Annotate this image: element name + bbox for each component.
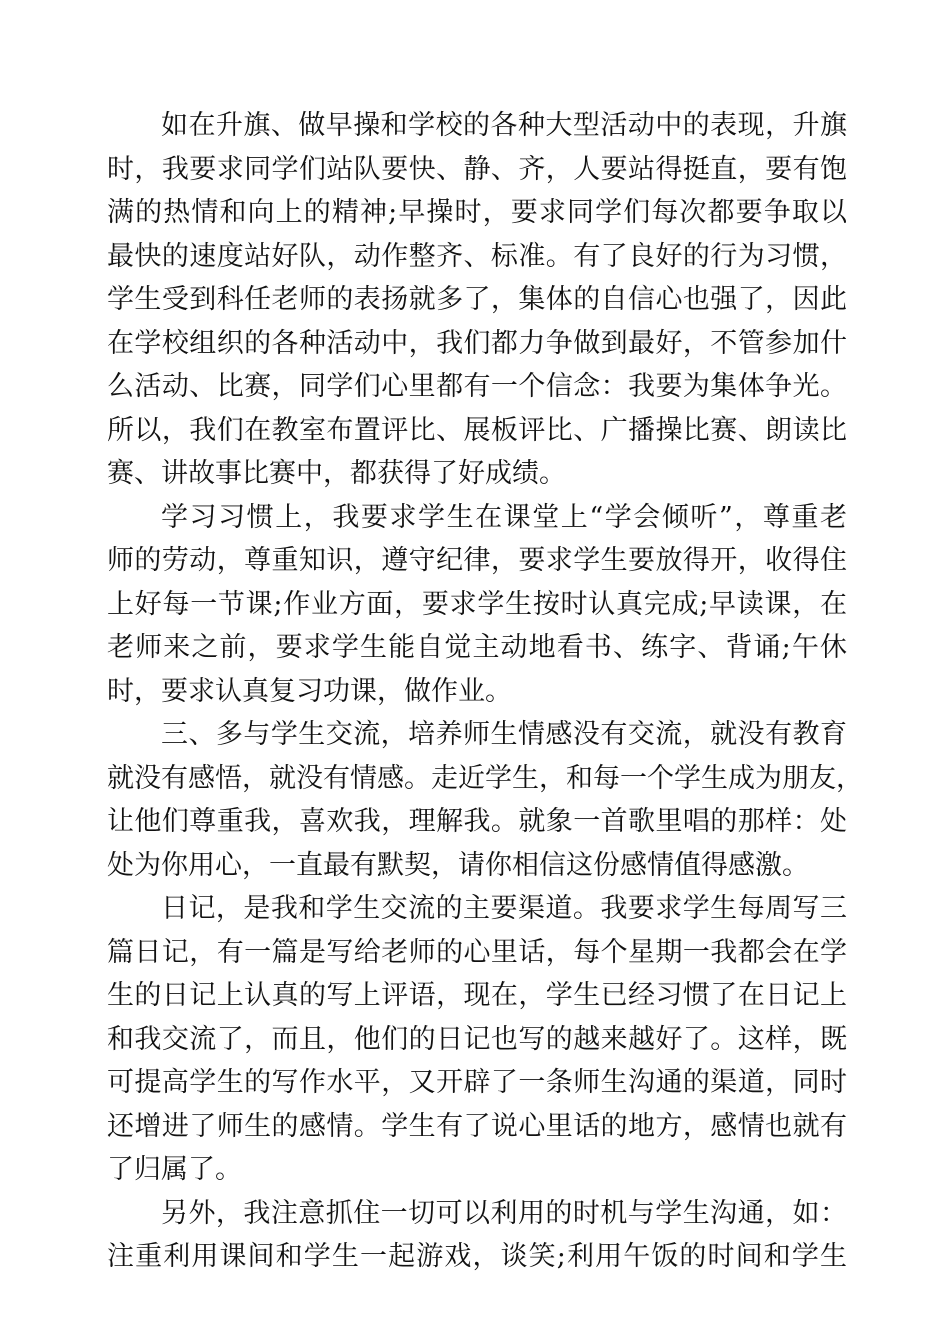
text-line: 生的日记上认真的写上评语，现在，学生已经习惯了在日记上 — [107, 980, 847, 1011]
paragraph — [107, 104, 847, 496]
text-line: 所以，我们在教室布置评比、展板评比、广播操比赛、朗读比 — [107, 414, 847, 446]
text-line: 让他们尊重我，喜欢我，理解我。就象一首歌里唱的那样：处 — [107, 806, 847, 837]
text-line: 处为你用心，一直最有默契，请你相信这份感情值得感激。 — [107, 849, 809, 881]
text-line: 时，要求认真复习功课，做作业。 — [107, 675, 512, 707]
text-line: 最快的速度站好队，动作整齐、标准。有了良好的行为习惯， — [107, 240, 847, 272]
paragraph — [107, 496, 847, 714]
paragraph — [107, 713, 863, 887]
text-line: 可提高学生的写作水平，又开辟了一条师生沟通的渠道，同时 — [107, 1067, 847, 1098]
text-line: 和我交流了，而且，他们的日记也写的越来越好了。这样，既 — [107, 1023, 847, 1055]
text-line: 如在升旗、做早操和学校的各种大型活动中的表现，升旗 — [161, 110, 847, 141]
text-line: 三、多与学生交流，培养师生情感没有交流，就没有教育 — [161, 719, 847, 750]
text-line: 满的热情和向上的精神;早操时，要求同学们每次都要争取以 — [107, 197, 847, 228]
document-body — [107, 104, 863, 1279]
text-line: 赛、讲故事比赛中，都获得了好成绩。 — [107, 458, 566, 489]
text-line: 就没有感悟，就没有情感。走近学生，和每一个学生成为朋友， — [107, 762, 863, 794]
text-line: 日记，是我和学生交流的主要渠道。我要求学生每周写三 — [161, 893, 847, 924]
text-line: 另外，我注意抓住一切可以利用的时机与学生沟通，如： — [161, 1197, 847, 1229]
text-line: 在学校组织的各种活动中，我们都力争做到最好，不管参加什 — [107, 327, 847, 359]
text-line: 老师来之前，要求学生能自觉主动地看书、练字、背诵;午休 — [107, 632, 847, 663]
text-line: 注重利用课间和学生一起游戏，谈笑;利用午饭的时间和学生 — [107, 1241, 847, 1272]
text-line: 师的劳动，尊重知识，遵守纪律，要求学生要放得开，收得住 — [107, 545, 847, 576]
text-line: 上好每一节课;作业方面，要求学生按时认真完成;早读课，在 — [107, 588, 847, 620]
paragraph — [107, 1192, 847, 1279]
text-line: 学习习惯上，我要求学生在课堂上“学会倾听”，尊重老 — [161, 501, 847, 533]
text-line: 时，我要求同学们站队要快、静、齐，人要站得挺直，要有饱 — [107, 153, 847, 185]
text-line: 了归属了。 — [107, 1154, 242, 1185]
text-line: 学生受到科任老师的表扬就多了，集体的自信心也强了，因此 — [107, 284, 847, 315]
paragraph — [107, 887, 847, 1192]
text-line: 还增进了师生的感情。学生有了说心里话的地方，感情也就有 — [107, 1110, 847, 1142]
text-line: 么活动、比赛，同学们心里都有一个信念：我要为集体争光。 — [107, 371, 847, 402]
text-line: 篇日记，有一篇是写给老师的心里话，每个星期一我都会在学 — [107, 936, 847, 968]
